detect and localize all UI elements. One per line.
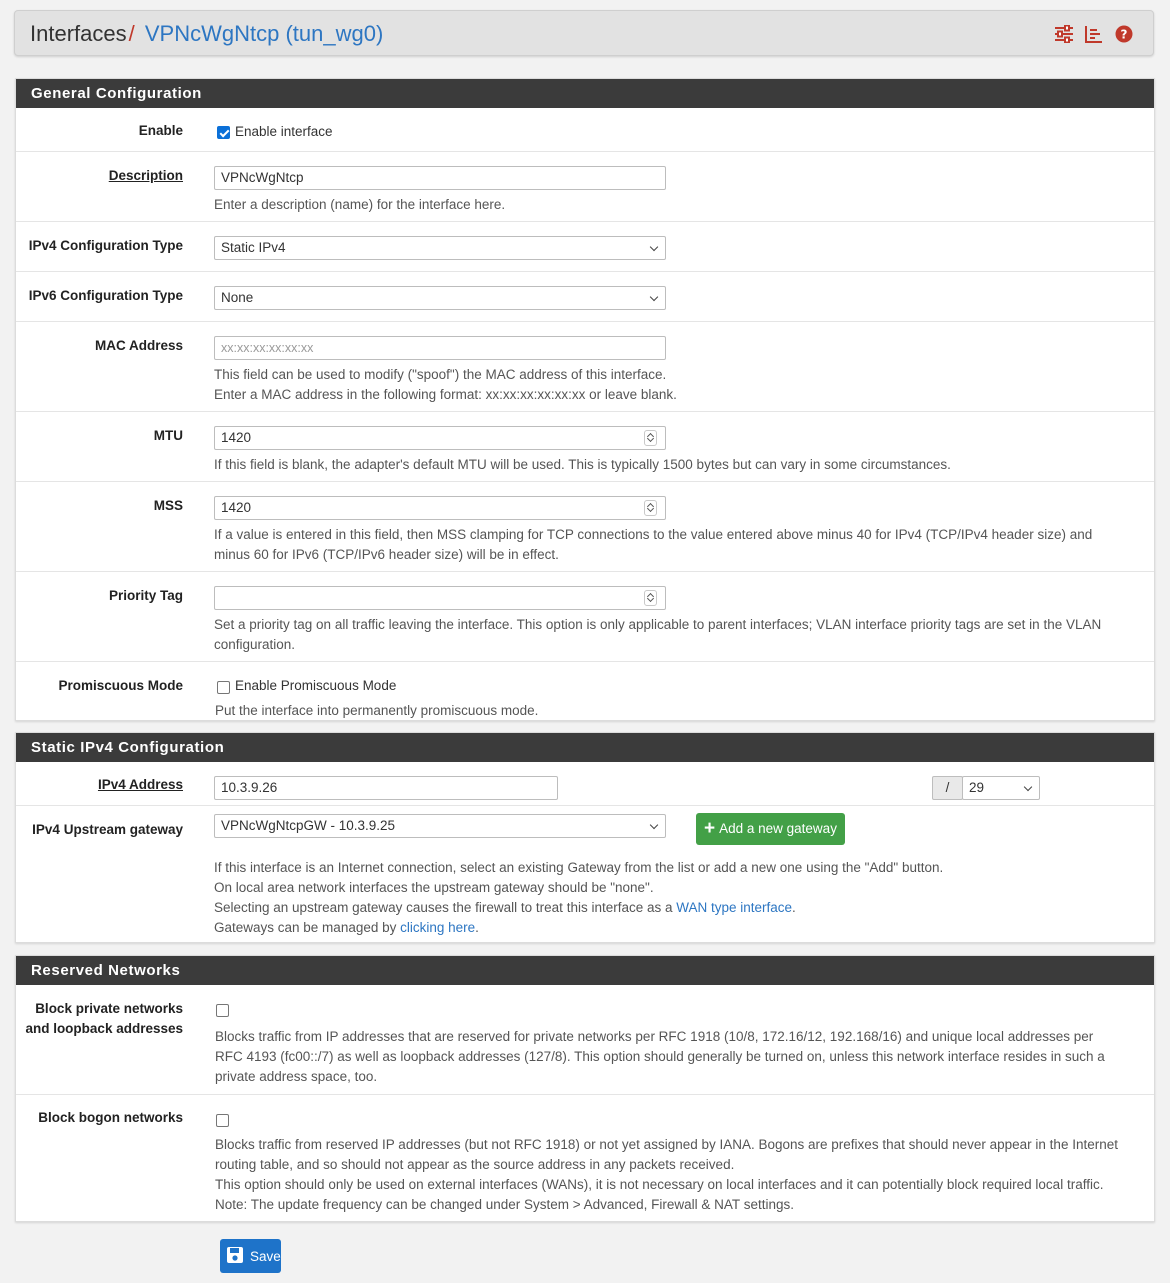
ipv4-address-input[interactable]: 10.3.9.26 [214, 776, 558, 800]
enable-row [16, 108, 1154, 152]
panel-title: General Configuration [16, 79, 1154, 108]
priority-input[interactable] [214, 586, 666, 610]
mtu-help: If this field is blank, the adapter's default MTU will be used. This is typically 1500 bytes but can vary in some circumstances. [214, 457, 951, 472]
gateway-select[interactable]: VPNcWgNtcpGW - 10.3.9.25 [214, 814, 666, 838]
mss-help-1: If a value is entered in this field, then MSS clamping for TCP connections to the value entered above minus 40 for IPv4 (TCP/IPv4 header size) and [214, 527, 1093, 542]
block-private-label-line-2: and loopback addresses [25, 1021, 183, 1036]
block-private-row [16, 985, 1154, 1095]
breadcrumb [14, 10, 1154, 56]
block-bogon-help-2: routing table, and so should not appear as the source address in any packets received. [215, 1157, 735, 1172]
general-configuration-panel [15, 78, 1155, 721]
ipv6-type-row [16, 272, 1154, 322]
gateway-help-2: On local area network interfaces the upstream gateway should be "none". [214, 880, 654, 895]
breadcrumb-current[interactable]: VPNcWgNtcp (tun_wg0) [144, 21, 384, 46]
promisc-checkbox[interactable] [217, 681, 230, 694]
block-private-help-1: Blocks traffic from IP addresses that are reserved for private networks per RFC 1918 (10/8, 172.16/12, 192.168/16) and unique local addresses per [215, 1029, 1094, 1044]
mss-value: 1420 [221, 500, 252, 515]
description-help: Enter a description (name) for the interface here. [214, 197, 506, 212]
promisc-row [16, 662, 1154, 729]
gateway-help-3 [214, 898, 796, 918]
priority-row [16, 572, 1154, 662]
cidr-select[interactable]: 29 [962, 776, 1040, 800]
panel-title: Reserved Networks [16, 956, 1154, 985]
block-bogon-help-4: Note: The update frequency can be changed under System > Advanced, Firewall & NAT settings. [215, 1197, 794, 1212]
enable-interface-label: Enable interface [235, 124, 333, 139]
block-private-label-line-1: Block private networks [35, 1001, 183, 1016]
mac-help-2: Enter a MAC address in the following format: xx:xx:xx:xx:xx:xx or leave blank. [214, 387, 677, 402]
description-label: Description [108, 168, 183, 183]
mss-spinner[interactable] [644, 500, 657, 516]
help-icon[interactable] [1113, 23, 1135, 45]
promisc-label: Promiscuous Mode [58, 678, 183, 693]
enable-label: Enable [138, 123, 183, 138]
block-private-checkbox[interactable] [216, 1004, 229, 1017]
mtu-value: 1420 [221, 430, 252, 445]
mac-label: MAC Address [94, 338, 183, 353]
gateway-help-4-text: Gateways can be managed by [214, 920, 401, 935]
gateway-help-4 [214, 918, 479, 938]
block-bogon-help-1: Blocks traffic from reserved IP addresses (but not RFC 1918) or not yet assigned by IANA. Bogons are prefixes that should never appear in the Internet [215, 1137, 1118, 1152]
block-bogon-label: Block bogon networks [38, 1110, 183, 1125]
ipv4-type-row [16, 222, 1154, 272]
block-bogon-help-3: This option should only be used on external interfaces (WANs), it is not necessary on local interfaces and it can potentially block required local traffic. [215, 1177, 1104, 1192]
ipv4-type-select[interactable]: Static IPv4 [214, 236, 666, 260]
mac-row [16, 322, 1154, 412]
wan-type-interface-link[interactable]: WAN type interface [676, 900, 793, 915]
add-gateway-label: Add a new gateway [719, 821, 837, 836]
mss-label: MSS [153, 498, 183, 513]
block-private-help-3: private address space, too. [215, 1069, 378, 1084]
mtu-spinner[interactable] [644, 430, 657, 446]
static-ipv4-panel [15, 732, 1155, 943]
gateway-label: IPv4 Upstream gateway [32, 822, 183, 837]
mac-input[interactable]: xx:xx:xx:xx:xx:xx [214, 336, 666, 360]
add-gateway-button[interactable] [696, 813, 845, 845]
save-label: Save [250, 1248, 281, 1264]
priority-help-2: configuration. [214, 637, 296, 652]
save-icon [226, 1246, 244, 1267]
mss-input[interactable] [214, 496, 666, 520]
save-button[interactable] [220, 1239, 281, 1273]
ipv4-type-label: IPv4 Configuration Type [28, 238, 183, 253]
promisc-help: Put the interface into permanently promiscuous mode. [215, 703, 539, 718]
mtu-row [16, 412, 1154, 482]
ipv6-type-select[interactable]: None [214, 286, 666, 310]
mtu-input[interactable] [214, 426, 666, 450]
cidr-slash: / [932, 776, 963, 800]
page-title [30, 21, 383, 47]
description-row [16, 152, 1154, 222]
block-bogon-checkbox[interactable] [216, 1114, 229, 1127]
mss-row [16, 482, 1154, 572]
gateway-help-4-end: . [475, 920, 479, 935]
ipv6-type-label: IPv6 Configuration Type [28, 288, 183, 303]
mss-help-2: minus 60 for IPv6 (TCP/IPv6 header size) will be in effect. [214, 547, 559, 562]
mtu-label: MTU [153, 428, 183, 443]
clicking-here-link[interactable]: clicking here [400, 920, 476, 935]
priority-spinner[interactable] [644, 590, 657, 606]
ipv4-address-label: IPv4 Address [97, 777, 183, 792]
reserved-networks-panel [15, 955, 1155, 1222]
block-private-label [25, 999, 183, 1039]
promisc-checkbox-label: Enable Promiscuous Mode [235, 678, 397, 693]
enable-interface-checkbox[interactable] [217, 126, 230, 139]
description-input[interactable]: VPNcWgNtcp [214, 166, 666, 190]
sliders-icon[interactable] [1053, 23, 1075, 45]
gateway-help-3-text: Selecting an upstream gateway causes the firewall to treat this interface as a [214, 900, 677, 915]
block-bogon-row [16, 1095, 1154, 1223]
breadcrumb-icons [1053, 23, 1135, 45]
gateway-help-3-end: . [792, 900, 796, 915]
plus-icon: + [704, 818, 716, 839]
gateway-help-1: If this interface is an Internet connection, select an existing Gateway from the list or add a new one using the "Add" button. [214, 860, 944, 875]
gateway-row [16, 806, 1154, 944]
mac-help-1: This field can be used to modify ("spoof") the MAC address of this interface. [214, 367, 667, 382]
breadcrumb-section[interactable]: Interfaces [30, 21, 127, 46]
block-private-help-2: RFC 4193 (fc00::/7) as well as loopback addresses (127/8). This option should generally be turned on, unless this network interface resides in such a [215, 1049, 1105, 1064]
breadcrumb-separator: / [128, 21, 135, 46]
panel-title: Static IPv4 Configuration [16, 733, 1154, 762]
svg-text:?: ? [1120, 27, 1128, 42]
chart-icon[interactable] [1083, 23, 1105, 45]
priority-help-1: Set a priority tag on all traffic leaving the interface. This option is only applicable to parent interfaces; VLAN interface priority tags are set in the VLAN [214, 617, 1102, 632]
priority-label: Priority Tag [108, 588, 183, 603]
ipv4-address-row [16, 762, 1154, 806]
